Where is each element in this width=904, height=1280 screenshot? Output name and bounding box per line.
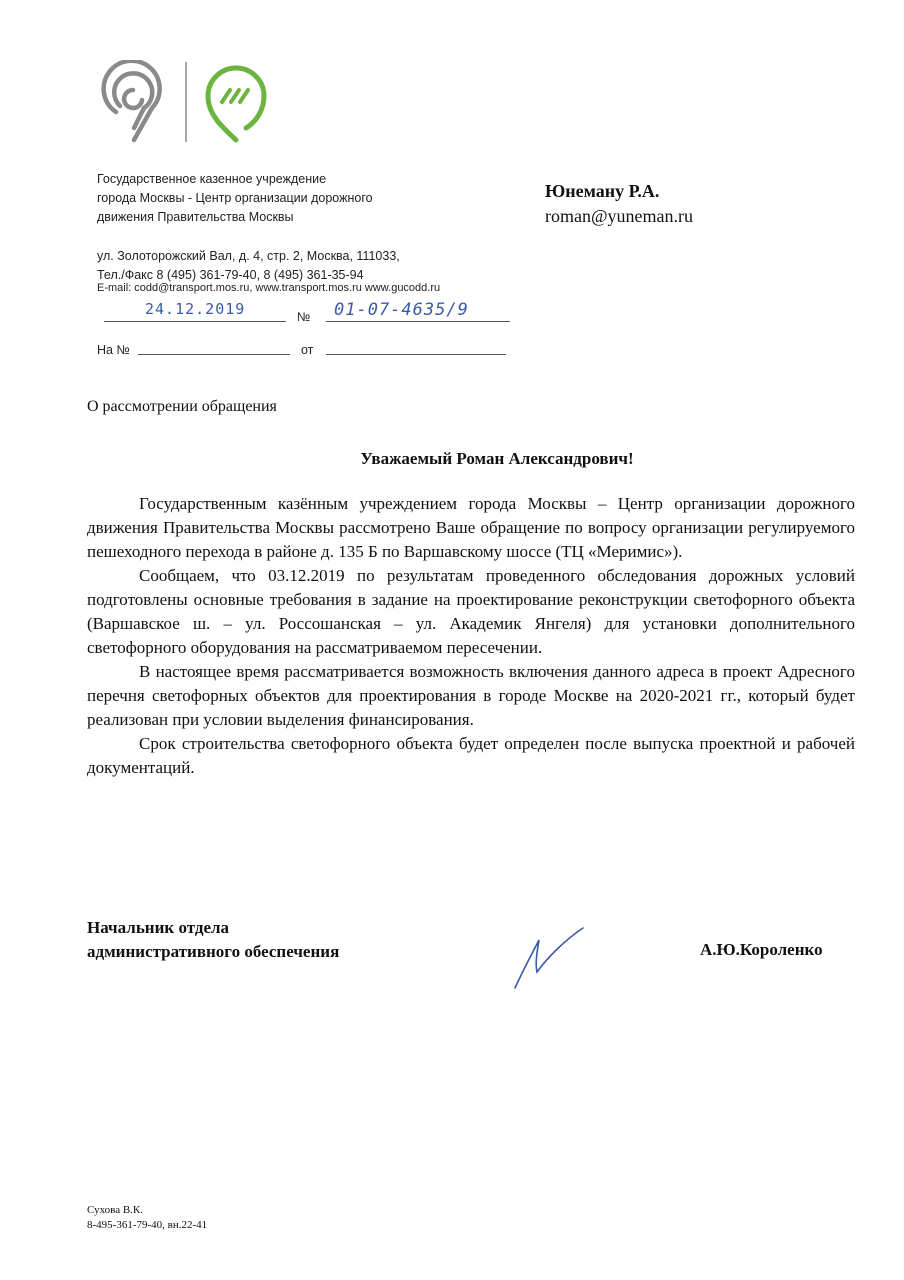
logo-gray-pin-icon [104,61,160,140]
number-stamp: 01-07-4635/9 [334,300,469,320]
organization-address [97,247,400,285]
body-paragraph: Государственным казённым учреждением города Москвы – Центр организации дорожного движения Правительства Москвы рассмотрено Ваше обращение по вопросу организации регулируемого пешеходного перехода в районе д. 135 Б по Варшавскому шоссе (ТЦ «Меримис»). [87,494,855,561]
body-paragraph: Сообщаем, что 03.12.2019 по результатам проведенного обследования дорожных условий подготовлены основные требования в задание на проектирование реконструкции светофорного объекта (Варшавское ш. – ул. Россошанская – ул. Академик Янгеля) для установки дополнительного светофорного оборудования на рассматриваемом пересечении. [87,566,855,657]
executor-info [87,1203,207,1233]
signatory-title-line: административного обеспечения [87,942,340,961]
address-line: Тел./Факс 8 (495) 361-79-40, 8 (495) 361-35-94 [97,268,364,282]
date-stamp: 24.12.2019 [145,300,246,318]
number-line [326,321,510,322]
signatory-title [87,916,339,964]
in-reply-line [138,354,290,355]
organization-name [97,170,373,227]
recipient-name: Юнеману Р.А. [545,181,660,201]
org-line: Государственное казенное учреждение [97,172,327,186]
subject-line: О рассмотрении обращения [87,398,277,415]
handwritten-signature [513,922,585,990]
in-reply-label: На № [97,343,130,357]
signatory-title-line: Начальник отдела [87,918,230,937]
letter-body [87,492,855,780]
body-paragraph: Срок строительства светофорного объекта будет определен после выпуска проектной и рабочей документаций. [87,734,855,777]
date-line [104,321,286,322]
recipient-email: roman@yuneman.ru [545,206,694,226]
org-line: города Москвы - Центр организации дорожного [97,191,373,205]
org-line: движения Правительства Москвы [97,210,294,224]
executor-name: Сухова В.К. [87,1204,143,1216]
body-paragraph: В настоящее время рассматривается возможность включения данного адреса в проект Адресного перечня светофорных объектов для проектирования в городе Москве на 2020-2021 гг., который будет реализован при условии выделения финансирования. [87,662,855,729]
codd-logo [96,60,276,144]
from-line [326,354,506,355]
logo-green-pin-icon [208,68,264,140]
executor-phone: 8-495-361-79-40, вн.22-41 [87,1219,208,1231]
from-label: от [301,343,314,357]
number-label: № [297,310,311,324]
signatory-name: А.Ю.Короленко [700,940,823,959]
greeting: Уважаемый Роман Александрович! [360,449,634,468]
address-line: ул. Золоторожский Вал, д. 4, стр. 2, Москва, 111033, [97,249,400,263]
organization-email: E-mail: codd@transport.mos.ru, www.transport.mos.ru www.gucodd.ru [97,282,441,294]
